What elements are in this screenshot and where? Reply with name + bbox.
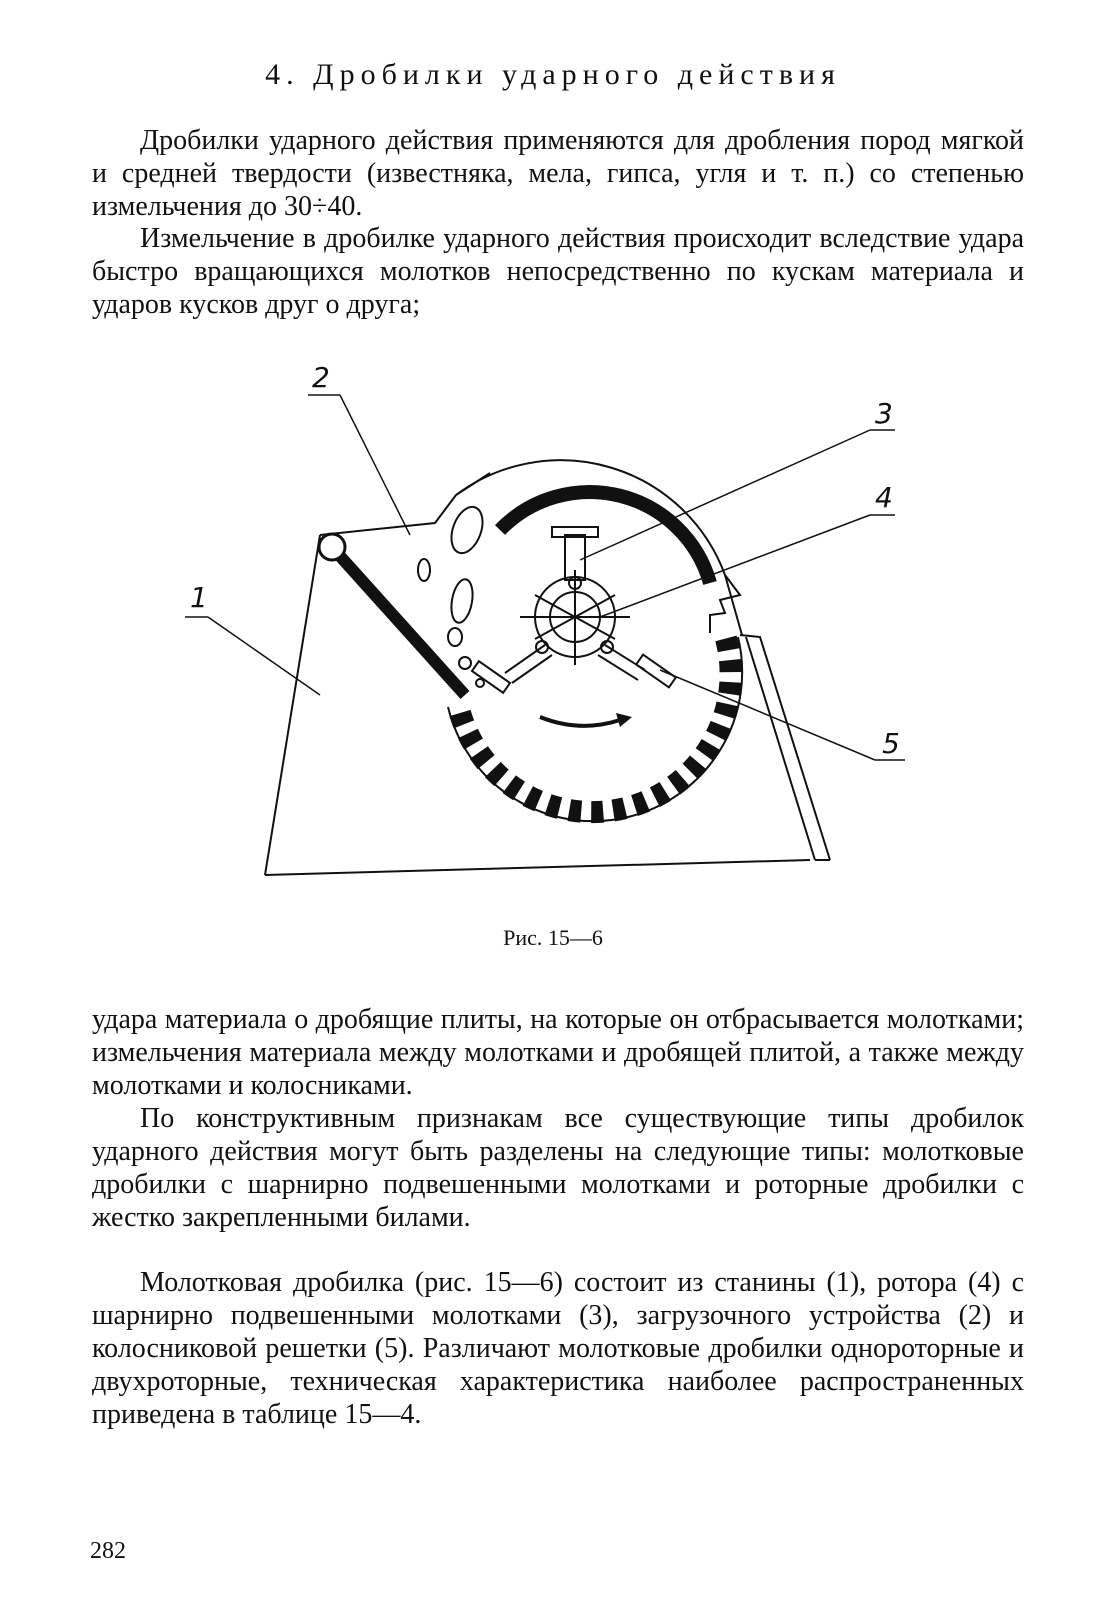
- paragraph-3: [92, 1003, 1024, 1102]
- paragraph-1: [92, 124, 1024, 223]
- paragraph-5: [92, 1266, 1024, 1431]
- paragraph-2-text: Измельчение в дробилке ударного действия происходит вследствие удара быстро вращающихся молотков непосредственно по кускам материала и ударов кусков друг о друга;: [92, 223, 1024, 320]
- paragraph-3-text: удара материала о дробящие плиты, на которые он отбрасывается молотками; измельчения материала между молотками и дробящей плитой, а также между молотками и колосниками.: [92, 1004, 1024, 1101]
- paragraph-5-text: Молотковая дробилка (рис. 15—6) состоит из станины (1), ротора (4) с шарнирно подвешенными молотками (3), загрузочного устройства (2) и колосниковой решетки (5). Различают молотковые дробилки однороторные и двухроторные, техническая характеристика наиболее распространенных приведена в таблице 15—4.: [92, 1267, 1024, 1430]
- paragraph-2: [92, 222, 1024, 321]
- section-heading: 4. Дробилки ударного действия: [265, 58, 841, 91]
- figure-label-5: 5: [882, 727, 900, 760]
- paragraph-4-text: По конструктивным признакам все существующие типы дробилок ударного действия могут быть разделены на следующие типы: молотковые дробилки с шарнирно подвешенными молотками и роторные дробилки с жестко закрепленными билами.: [92, 1103, 1024, 1233]
- figure-label-1: 1: [190, 581, 208, 614]
- paragraph-1-text: Дробилки ударного действия применяются для дробления пород мягкой и средней твердости (известняка, мела, гипса, угля и т. п.) со степенью измельчения до 30÷40.: [92, 125, 1024, 222]
- hammers: [472, 527, 676, 693]
- figure-caption: Рис. 15—6: [503, 925, 603, 950]
- paragraph-4: [92, 1102, 1024, 1234]
- page-number: 282: [90, 1538, 126, 1564]
- rotation-arrow-icon: [540, 713, 632, 727]
- hammer-crusher-figure: [180, 355, 920, 895]
- figure-label-2: 2: [312, 361, 330, 394]
- feed-chute: [319, 534, 465, 695]
- figure-label-4: 4: [875, 481, 893, 514]
- figure-label-3: 3: [875, 397, 893, 430]
- grate-outline: [448, 637, 742, 821]
